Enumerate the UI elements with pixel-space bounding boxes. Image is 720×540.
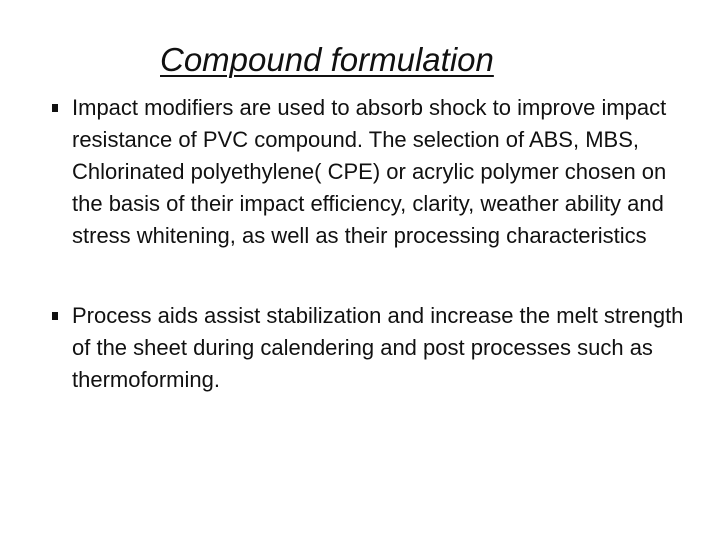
bullet-item xyxy=(52,300,692,396)
square-bullet-icon xyxy=(52,312,58,320)
bullet-text: Impact modifiers are used to absorb shock to improve impact resistance of PVC compound. The selection of ABS, MBS, Chlorinated polyethylene( CPE) or acrylic polymer chosen on the basis of their impact efficiency, clarity, weather ability and stress whitening, as well as their processing characteristics xyxy=(72,95,667,248)
slide-title: Compound formulation xyxy=(160,41,494,78)
bullet-item xyxy=(52,92,692,252)
square-bullet-icon xyxy=(52,104,58,112)
bullet-list xyxy=(52,92,692,396)
bullet-text: Process aids assist stabilization and increase the melt strength of the sheet during calendering and post processes such as thermoforming. xyxy=(72,303,684,392)
